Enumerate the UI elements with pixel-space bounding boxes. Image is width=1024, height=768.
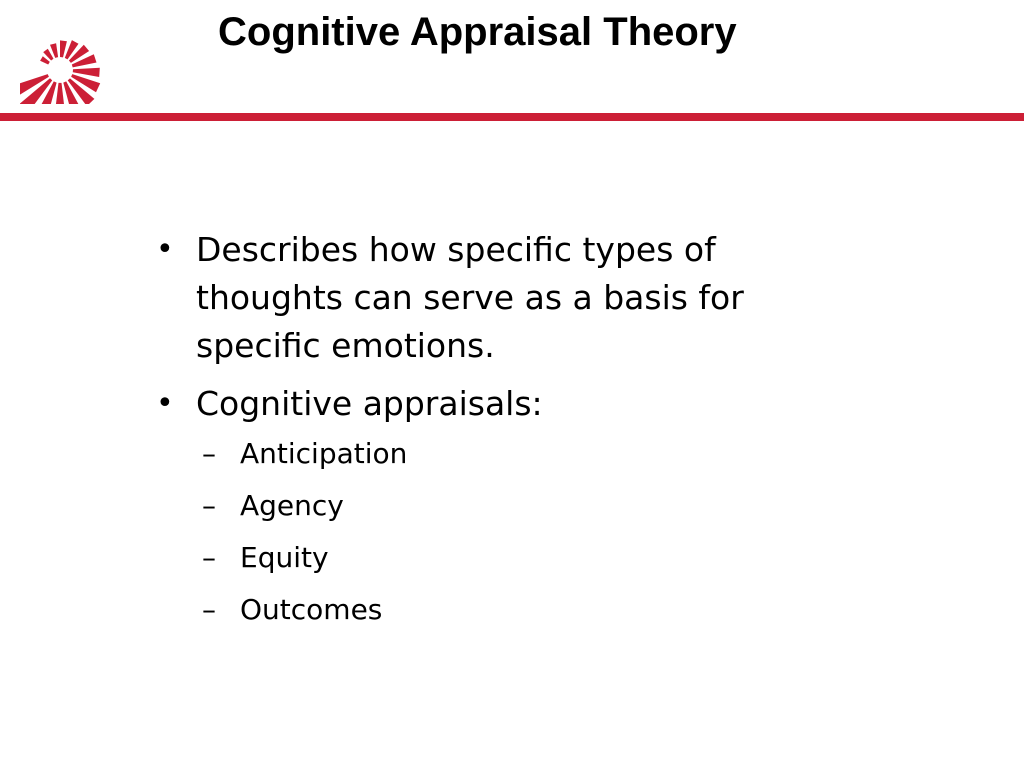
bullet-line-1: Describes how specific types of xyxy=(196,230,716,269)
sub-bullet-text: Equity xyxy=(240,541,329,574)
sub-bullet-equity xyxy=(192,532,850,584)
bullet-text: Cognitive appraisals: xyxy=(196,384,543,423)
spiral-shell-logo-icon xyxy=(20,12,132,104)
sub-bullet-text: Anticipation xyxy=(240,437,408,470)
sub-bullet-text: Outcomes xyxy=(240,593,383,626)
sub-bullet-agency xyxy=(192,480,850,532)
slide-title: Cognitive Appraisal Theory xyxy=(218,10,737,54)
logo-ray xyxy=(54,83,66,104)
title-divider xyxy=(0,113,1024,121)
sub-bullet-list xyxy=(192,428,850,636)
bullet-item-description xyxy=(150,226,850,370)
bullet-list xyxy=(150,226,850,636)
bullet-glyph: • xyxy=(156,386,174,421)
bullet-line-3: specific emotions. xyxy=(196,326,495,365)
sub-bullet-outcomes xyxy=(192,584,850,636)
dash-glyph: – xyxy=(202,437,216,470)
bullet-line-2: thoughts can serve as a basis for xyxy=(196,278,744,317)
slide-body xyxy=(150,226,850,646)
dash-glyph: – xyxy=(202,489,216,522)
sub-bullet-text: Agency xyxy=(240,489,344,522)
bullet-glyph: • xyxy=(156,232,174,267)
logo-ray xyxy=(60,40,67,57)
dash-glyph: – xyxy=(202,593,216,626)
sub-bullet-anticipation xyxy=(192,428,850,480)
bullet-item-appraisals xyxy=(150,380,850,636)
dash-glyph: – xyxy=(202,541,216,574)
